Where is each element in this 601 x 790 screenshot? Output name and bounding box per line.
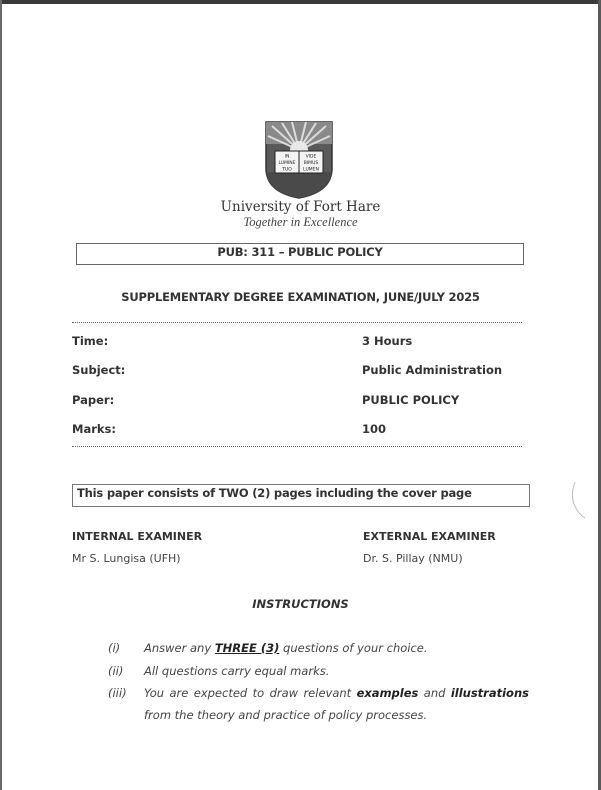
subject-value: Public Administration: [362, 363, 503, 377]
university-name: University of Fort Hare: [220, 199, 381, 215]
crest-word-in: IN: [284, 154, 290, 160]
instruction-3-bold-examples: examples: [356, 686, 419, 700]
crest-word-vide: VIDE: [305, 154, 317, 160]
crest-word-bimus: BIMUS: [303, 161, 319, 166]
university-motto: Together in Excellence: [243, 215, 358, 229]
dotted-divider-top: [72, 322, 522, 323]
pages-note: This paper consists of TWO (2) pages including the cover page: [77, 486, 472, 500]
internal-examiner-name: Mr S. Lungisa (UFH): [72, 552, 181, 565]
instruction-number-3: (iii): [108, 686, 127, 700]
paper-label: Paper:: [72, 393, 115, 407]
paper-value: PUBLIC POLICY: [362, 393, 460, 407]
instruction-3-bold-illustrations: illustrations: [450, 686, 529, 700]
instruction-number-1: (i): [108, 641, 121, 655]
crest-word-lumen: LUMEN: [303, 167, 319, 173]
crest-word-lumine: LUMINE: [278, 161, 296, 166]
window-top-border: [0, 0, 601, 4]
instruction-1-text-end: questions of your choice.: [283, 641, 428, 655]
time-value: 3 Hours: [362, 334, 413, 348]
instruction-3-text-mid: and: [423, 686, 446, 700]
instruction-number-2: (ii): [108, 664, 124, 678]
instructions-heading: INSTRUCTIONS: [252, 597, 349, 611]
marks-label: Marks:: [72, 422, 116, 436]
university-crest-logo: [264, 120, 334, 200]
external-examiner-heading: EXTERNAL EXAMINER: [363, 530, 496, 543]
instruction-3-text-start: You are expected to draw relevant: [144, 686, 352, 700]
dotted-divider-bottom: [72, 446, 522, 447]
margin-bracket-mark: [567, 480, 587, 520]
exam-title: SUPPLEMENTARY DEGREE EXAMINATION, JUNE/JULY 2025: [121, 290, 480, 304]
window-left-border: [0, 0, 2, 790]
instruction-2: All questions carry equal marks.: [144, 664, 330, 678]
instruction-1-emphasis: THREE (3): [214, 641, 280, 655]
instruction-1-text-start: Answer any: [144, 641, 212, 655]
internal-examiner-heading: INTERNAL EXAMINER: [72, 530, 203, 543]
marks-value: 100: [362, 422, 387, 436]
subject-label: Subject:: [72, 363, 126, 377]
instruction-3-line-1: [144, 686, 529, 700]
course-title: PUB: 311 – PUBLIC POLICY: [217, 245, 383, 259]
instruction-1: [144, 641, 428, 655]
external-examiner-name: Dr. S. Pillay (NMU): [363, 552, 463, 565]
instruction-3-line-2: from the theory and practice of policy processes.: [144, 708, 428, 722]
crest-word-tuo: TUO: [282, 167, 292, 173]
time-label: Time:: [72, 334, 109, 348]
